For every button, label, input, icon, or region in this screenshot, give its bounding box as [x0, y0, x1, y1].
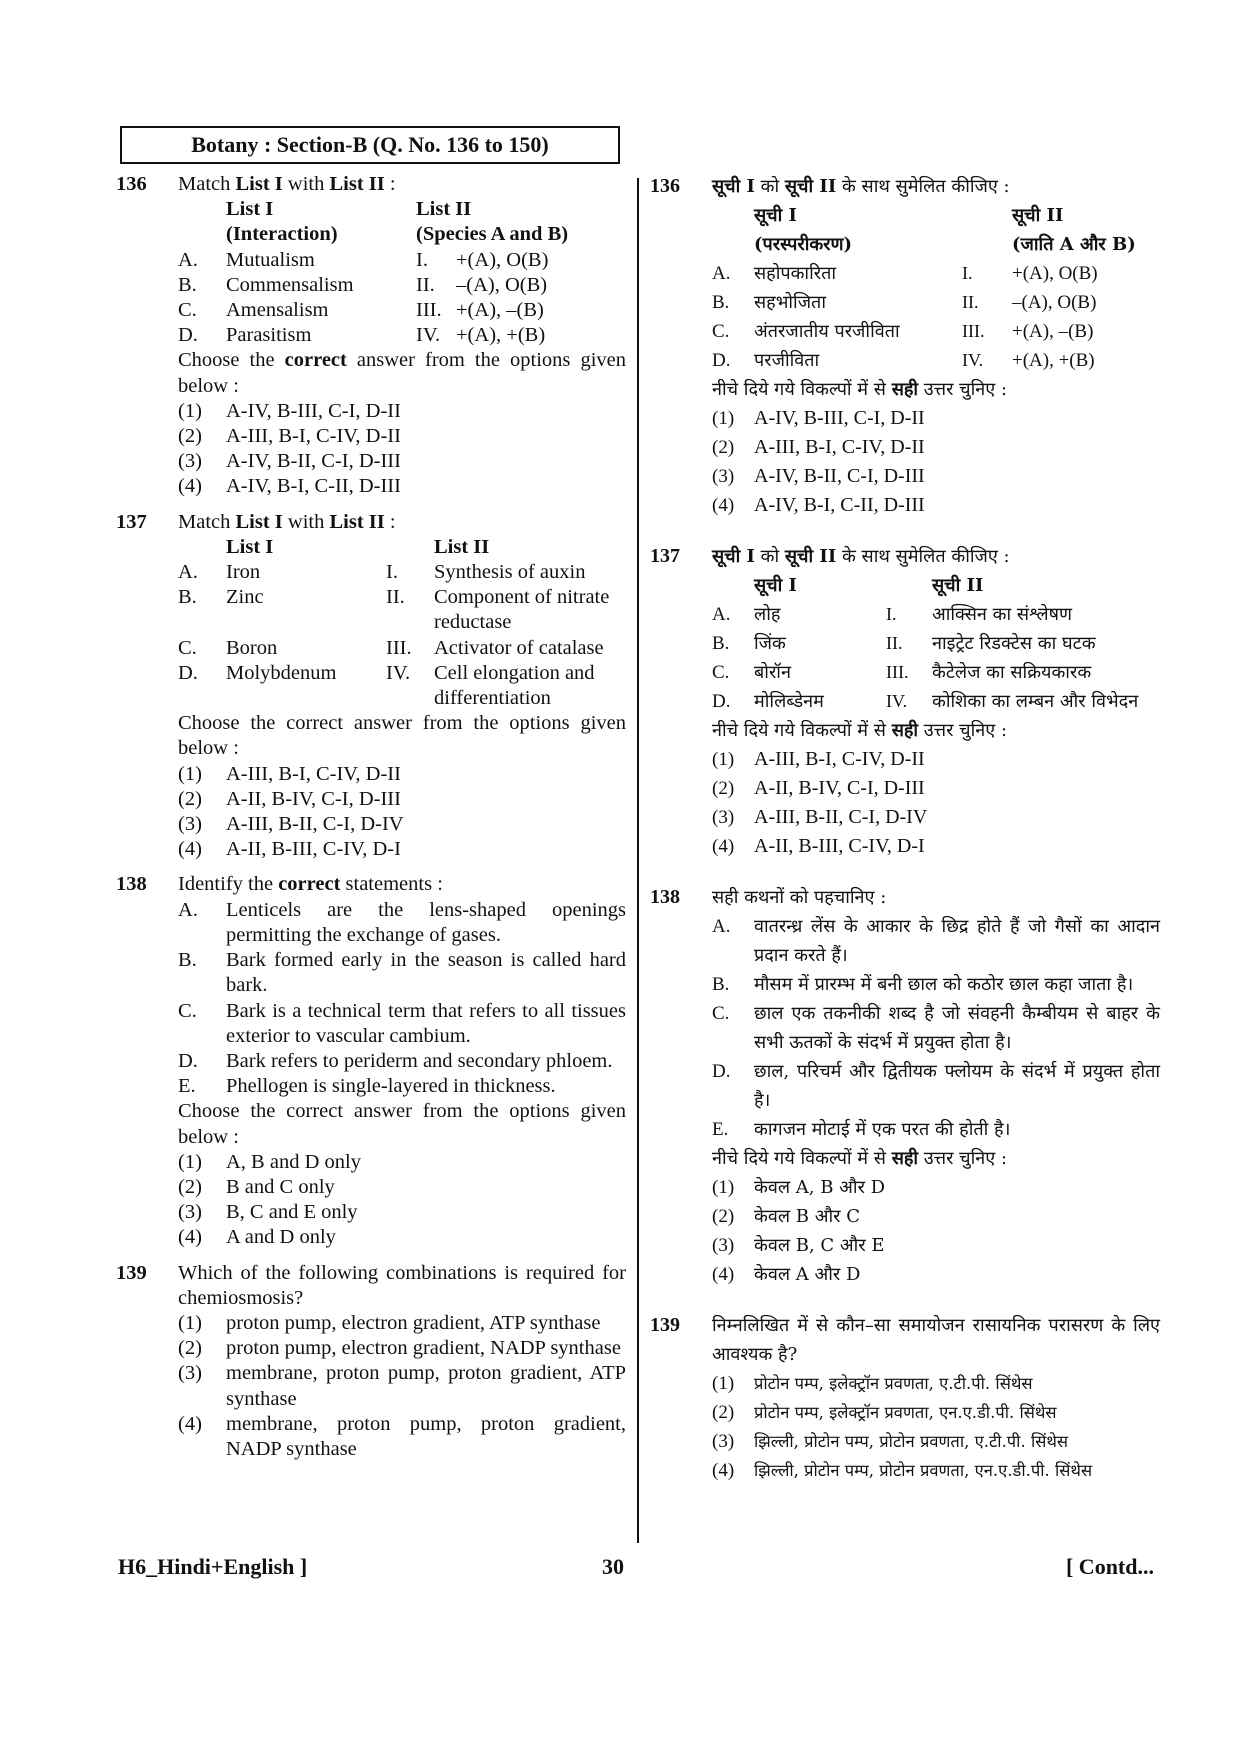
- stem-bold: सूची I: [712, 176, 755, 197]
- list-1-item: Amensalism: [226, 299, 329, 322]
- list-2-item: कैटेलेज का सक्रियकारक: [932, 662, 1092, 683]
- statement-d: [712, 1057, 1160, 1115]
- answer-option-1[interactable]: [178, 762, 626, 787]
- answer-option-1[interactable]: [712, 404, 1160, 433]
- question-number: 138: [650, 886, 680, 908]
- match-row: [178, 661, 626, 711]
- list-1-subheader: (Interaction): [226, 223, 338, 246]
- answer-option-1[interactable]: [712, 745, 1160, 774]
- list-2-header: List II: [434, 535, 490, 558]
- list-2-item: –(A), O(B): [456, 273, 548, 296]
- list-2-item: कोशिका का लम्बन और विभेदन: [932, 691, 1139, 712]
- statement-label: D.: [712, 1061, 731, 1082]
- match-row: [178, 298, 626, 323]
- match-row: [712, 687, 1160, 716]
- answer-option-4[interactable]: [712, 1260, 1160, 1289]
- question-stem: [178, 510, 626, 535]
- answer-option-2[interactable]: [712, 1398, 1160, 1427]
- stem-bold: List I: [235, 173, 283, 195]
- list-2-item: नाइट्रेट रिडक्टेस का घटक: [932, 633, 1096, 654]
- instruction-text: उत्तर चुनिए :: [918, 379, 1008, 400]
- question-138-en: [116, 872, 626, 1250]
- answer-option-3[interactable]: [178, 1361, 626, 1411]
- statement-c: [712, 999, 1160, 1057]
- list-2-number: IV.: [386, 661, 411, 684]
- answer-option-1[interactable]: [712, 1173, 1160, 1202]
- stem-bold: सूची I: [712, 546, 755, 567]
- option-number: (4): [178, 475, 202, 498]
- section-title: Botany : Section-B (Q. No. 136 to 150): [120, 126, 620, 164]
- list-1-item: अंतरजातीय परजीविता: [754, 321, 900, 342]
- option-text: A-II, B-IV, C-I, D-III: [754, 777, 925, 799]
- question-stem: निम्नलिखित में से कौन–सा समायोजन रासायनिक परासरण के लिए आवश्यक है?: [712, 1315, 1160, 1365]
- option-text: A-III, B-I, C-IV, D-II: [226, 762, 401, 785]
- option-text: A-IV, B-III, C-I, D-II: [226, 399, 401, 422]
- match-subheader: [178, 222, 626, 247]
- list-2-number: IV.: [962, 350, 984, 370]
- row-label: B.: [178, 273, 197, 296]
- list-2-item: Activator of catalase: [434, 636, 604, 659]
- instruction-text: answer from the options given below :: [178, 349, 626, 397]
- option-text: A-IV, B-II, C-I, D-III: [226, 450, 401, 473]
- list-2-item: Component of nitrate reductase: [434, 586, 610, 634]
- answer-option-1[interactable]: [712, 1369, 1160, 1398]
- list-2-number: I.: [416, 248, 428, 271]
- footer-contd: [ Contd...: [1065, 1554, 1154, 1579]
- answer-option-2[interactable]: [712, 1202, 1160, 1231]
- answer-option-1[interactable]: [178, 399, 626, 424]
- row-label: B.: [712, 633, 730, 654]
- instruction-text: नीचे दिये गये विकल्पों में से: [712, 1148, 892, 1169]
- stem-text: को: [754, 176, 785, 197]
- question-number: 136: [116, 173, 147, 195]
- option-number: (1): [712, 408, 735, 429]
- option-number: (3): [712, 1431, 735, 1452]
- row-label: C.: [712, 321, 730, 342]
- english-column: [116, 172, 626, 1462]
- statement-label: E.: [178, 1075, 196, 1098]
- row-label: B.: [712, 292, 730, 313]
- option-text: प्रोटोन पम्प, इलेक्ट्रॉन प्रवणता, एन.ए.डी.पी. सिंथेस: [754, 1403, 1057, 1422]
- question-136-en: [116, 172, 626, 500]
- answer-option-3[interactable]: [712, 1427, 1160, 1456]
- option-number: (1): [178, 1150, 202, 1173]
- match-header: [712, 201, 1160, 230]
- question-139-hi: [650, 1311, 1160, 1485]
- match-row: [178, 560, 626, 585]
- option-text: A-III, B-I, C-IV, D-II: [754, 748, 925, 770]
- row-label: D.: [178, 324, 198, 347]
- statement-label: D.: [178, 1049, 198, 1072]
- question-number: 139: [116, 1261, 147, 1284]
- list-2-number: II.: [886, 633, 903, 653]
- list-1-header: सूची I: [754, 575, 797, 596]
- footer-paper-code: H6_Hindi+English ]: [118, 1554, 308, 1579]
- statement-text: कागजन मोटाई में एक परत की होती है।: [754, 1119, 1011, 1140]
- option-text: A-IV, B-I, C-II, D-III: [754, 494, 925, 516]
- option-number: (2): [178, 425, 202, 448]
- instruction-bold: correct: [284, 349, 347, 372]
- option-text: A-IV, B-II, C-I, D-III: [754, 465, 925, 487]
- answer-option-3[interactable]: [712, 462, 1160, 491]
- list-1-item: Zinc: [226, 586, 264, 609]
- option-text: A-III, B-II, C-I, D-IV: [754, 806, 928, 828]
- answer-option-4[interactable]: [712, 1456, 1160, 1485]
- question-137-en: [116, 510, 626, 863]
- choose-instruction: Choose the correct answer from the options given below :: [178, 712, 626, 760]
- stem-bold: List II: [329, 173, 385, 195]
- row-label: C.: [178, 299, 197, 322]
- question-138-hi: [650, 883, 1160, 1289]
- list-2-item: +(A), –(B): [1012, 321, 1094, 342]
- list-1-item: बोरॉन: [754, 662, 791, 683]
- list-2-item: Synthesis of auxin: [434, 561, 586, 584]
- instruction-text: Choose the: [178, 349, 285, 372]
- list-2-header: सूची II: [932, 575, 984, 596]
- option-number: (1): [178, 399, 202, 422]
- option-number: (4): [712, 1460, 735, 1481]
- match-row: [712, 658, 1160, 687]
- row-label: A.: [178, 561, 198, 584]
- match-row: [712, 259, 1160, 288]
- statement-text: छाल एक तकनीकी शब्द है जो संवहनी कैम्बीयम से बाहर के सभी ऊतकों के संदर्भ में प्रयुक्त होता है।: [754, 1003, 1160, 1053]
- list-2-item: +(A), O(B): [1012, 263, 1098, 284]
- question-number: 138: [116, 873, 147, 896]
- statement-text: Lenticels are the lens-shaped openings permitting the exchange of gases.: [226, 898, 626, 946]
- question-stem: Which of the following combinations is required for chemiosmosis?: [178, 1261, 626, 1309]
- option-number: (2): [712, 1402, 735, 1423]
- answer-option-3[interactable]: [178, 449, 626, 474]
- answer-option-4[interactable]: [178, 1225, 626, 1250]
- match-row: [712, 317, 1160, 346]
- question-stem: [712, 172, 1160, 201]
- question-139-en: [116, 1261, 626, 1463]
- match-row: [712, 346, 1160, 375]
- option-number: (4): [178, 1412, 202, 1435]
- row-label: C.: [178, 636, 197, 659]
- list-2-item: +(A), +(B): [1012, 350, 1095, 371]
- stem-bold: List II: [329, 510, 385, 533]
- option-text: A-III, B-II, C-I, D-IV: [226, 813, 404, 836]
- statement-label: E.: [712, 1119, 729, 1140]
- answer-option-3[interactable]: [178, 812, 626, 837]
- option-number: (3): [178, 450, 202, 473]
- statement-text: वातरन्ध्र लेंस के आकार के छिद्र होते हैं जो गैसों का आदान प्रदान करते हैं।: [754, 916, 1160, 966]
- list-1-header: सूची I: [754, 205, 797, 226]
- answer-option-2[interactable]: [178, 424, 626, 449]
- statement-text: छाल, परिचर्म और द्वितीयक फ्लोयम के संदर्भ में प्रयुक्त होता है।: [754, 1061, 1160, 1111]
- option-text: केवल A, B और D: [754, 1177, 886, 1198]
- list-2-number: IV.: [886, 691, 908, 711]
- option-number: (4): [712, 836, 735, 857]
- stem-bold: सूची II: [784, 546, 837, 567]
- answer-option-2[interactable]: [178, 787, 626, 812]
- choose-instruction: [712, 375, 1160, 404]
- option-number: (2): [712, 1206, 735, 1227]
- answer-option-3[interactable]: [712, 803, 1160, 832]
- option-number: (2): [178, 1175, 202, 1198]
- match-row: [178, 585, 626, 635]
- hindi-column: [650, 172, 1160, 1485]
- list-2-number: III.: [962, 321, 985, 341]
- row-label: A.: [178, 248, 198, 271]
- match-row: [712, 629, 1160, 658]
- option-text: B and C only: [226, 1175, 335, 1198]
- answer-option-2[interactable]: [712, 774, 1160, 803]
- match-row: [178, 273, 626, 298]
- list-1-item: Commensalism: [226, 273, 354, 296]
- option-text: प्रोटोन पम्प, इलेक्ट्रॉन प्रवणता, ए.टी.पी. सिंथेस: [754, 1374, 1033, 1393]
- option-text: A, B and D only: [226, 1150, 361, 1173]
- list-1-item: Parasitism: [226, 324, 312, 347]
- option-text: membrane, proton pump, proton gradient, ATP synthase: [226, 1362, 626, 1410]
- option-text: B, C and E only: [226, 1201, 358, 1224]
- statement-text: Phellogen is single-layered in thickness.: [226, 1075, 556, 1098]
- list-2-number: I.: [386, 561, 398, 584]
- statement-e: [178, 1074, 626, 1099]
- option-number: (1): [712, 749, 735, 770]
- statement-d: [178, 1049, 626, 1074]
- option-number: (3): [178, 813, 202, 836]
- statement-text: Bark formed early in the season is called hard bark.: [226, 949, 626, 997]
- statement-b: [712, 970, 1160, 999]
- question-137-hi: [650, 542, 1160, 861]
- list-2-number: IV.: [416, 324, 441, 347]
- option-text: A-II, B-IV, C-I, D-III: [226, 787, 401, 810]
- stem-text: Match: [178, 510, 236, 533]
- option-text: A and D only: [226, 1226, 336, 1249]
- statement-label: B.: [712, 974, 730, 995]
- list-1-item: जिंक: [754, 633, 786, 654]
- choose-instruction: [712, 716, 1160, 745]
- row-label: D.: [178, 661, 198, 684]
- option-number: (4): [712, 495, 735, 516]
- list-1-header: List I: [226, 198, 274, 221]
- stem-bold: सूची II: [784, 176, 837, 197]
- answer-option-2[interactable]: [178, 1336, 626, 1361]
- statement-label: A.: [178, 898, 198, 921]
- stem-text: with: [282, 173, 330, 195]
- question-number: 139: [650, 1314, 680, 1336]
- list-1-item: सहोपकारिता: [754, 263, 837, 284]
- option-number: (4): [178, 838, 202, 861]
- option-text: केवल B और C: [754, 1206, 860, 1227]
- instruction-text: उत्तर चुनिए :: [918, 1148, 1008, 1169]
- statement-label: B.: [178, 949, 197, 972]
- statement-label: A.: [712, 916, 731, 937]
- statement-a: [178, 898, 626, 948]
- answer-option-2[interactable]: [178, 1175, 626, 1200]
- row-label: C.: [712, 662, 730, 683]
- stem-text: को: [754, 546, 785, 567]
- statement-label: C.: [712, 1003, 730, 1024]
- list-1-item: Iron: [226, 561, 261, 584]
- row-label: A.: [712, 604, 731, 625]
- option-number: (2): [712, 437, 735, 458]
- list-2-item: +(A), +(B): [456, 324, 546, 347]
- list-1-item: Molybdenum: [226, 661, 337, 684]
- question-number: 136: [650, 175, 680, 197]
- choose-instruction: Choose the correct answer from the options given below :: [178, 1100, 626, 1148]
- statement-text: Bark is a technical term that refers to all tissues exterior to vascular cambium.: [226, 999, 626, 1047]
- instruction-bold: सही: [891, 720, 919, 741]
- option-text: A-III, B-I, C-IV, D-II: [226, 425, 401, 448]
- list-2-number: II.: [386, 586, 405, 609]
- option-text: झिल्ली, प्रोटोन पम्प, प्रोटोन प्रवणता, एन.ए.डी.पी. सिंथेस: [754, 1461, 1093, 1480]
- option-text: membrane, proton pump, proton gradient, NADP synthase: [226, 1412, 626, 1460]
- stem-bold: List I: [235, 510, 283, 533]
- option-text: झिल्ली, प्रोटोन पम्प, प्रोटोन प्रवणता, ए.टी.पी. सिंथेस: [754, 1432, 1069, 1451]
- list-1-item: मोलिब्डेनम: [754, 691, 824, 712]
- answer-option-4[interactable]: [712, 832, 1160, 861]
- question-stem: सही कथनों को पहचानिए :: [712, 887, 887, 908]
- match-header: [178, 197, 626, 222]
- match-row: [712, 600, 1160, 629]
- answer-option-3[interactable]: [178, 1200, 626, 1225]
- list-1-item: परजीविता: [754, 350, 820, 371]
- option-number: (4): [178, 1226, 202, 1249]
- answer-option-4[interactable]: [178, 1412, 626, 1462]
- list-1-item: Boron: [226, 636, 278, 659]
- match-row: [178, 636, 626, 661]
- option-number: (4): [712, 1264, 735, 1285]
- list-2-number: I.: [886, 604, 897, 624]
- stem-text: के साथ सुमेलित कीजिए :: [836, 546, 1010, 567]
- list-1-subheader: (परस्परीकरण): [754, 234, 853, 255]
- list-2-number: III.: [886, 662, 909, 682]
- stem-text: Match: [178, 173, 236, 195]
- option-text: proton pump, electron gradient, ATP synthase: [226, 1311, 601, 1334]
- stem-text: :: [384, 510, 396, 533]
- option-number: (3): [712, 1235, 735, 1256]
- statement-a: [712, 912, 1160, 970]
- list-2-item: +(A), –(B): [456, 299, 544, 322]
- match-row: [178, 248, 626, 273]
- instruction-text: नीचे दिये गये विकल्पों में से: [712, 379, 892, 400]
- statement-c: [178, 999, 626, 1049]
- option-text: केवल B, C और E: [754, 1235, 885, 1256]
- list-2-number: II.: [962, 292, 979, 312]
- stem-text: statements :: [340, 873, 443, 896]
- answer-option-1[interactable]: [178, 1150, 626, 1175]
- option-number: (2): [178, 1337, 202, 1360]
- option-text: केवल A और D: [754, 1264, 861, 1285]
- option-text: A-IV, B-III, C-I, D-II: [754, 407, 925, 429]
- statement-b: [178, 948, 626, 998]
- question-number: 137: [116, 510, 147, 533]
- option-text: A-IV, B-I, C-II, D-III: [226, 475, 401, 498]
- stem-bold: correct: [278, 873, 341, 896]
- stem-text: :: [384, 173, 396, 195]
- instruction-text: उत्तर चुनिए :: [918, 720, 1008, 741]
- option-number: (1): [712, 1177, 735, 1198]
- option-number: (3): [712, 807, 735, 828]
- row-label: D.: [712, 350, 731, 371]
- answer-option-4[interactable]: [178, 837, 626, 862]
- row-label: B.: [178, 586, 197, 609]
- option-text: proton pump, electron gradient, NADP synthase: [226, 1337, 621, 1360]
- list-2-number: III.: [386, 636, 412, 659]
- option-text: A-II, B-III, C-IV, D-I: [754, 835, 925, 857]
- answer-option-3[interactable]: [712, 1231, 1160, 1260]
- list-2-item: –(A), O(B): [1012, 292, 1097, 313]
- answer-option-2[interactable]: [712, 433, 1160, 462]
- list-1-item: Mutualism: [226, 248, 315, 271]
- question-136-hi: [650, 172, 1160, 520]
- list-2-item: आक्सिन का संश्लेषण: [932, 604, 1073, 625]
- question-stem: [712, 542, 1160, 571]
- list-2-number: III.: [416, 299, 442, 322]
- question-number: 137: [650, 545, 680, 567]
- answer-option-4[interactable]: [178, 474, 626, 499]
- statement-text: Bark refers to periderm and secondary phloem.: [226, 1049, 613, 1072]
- option-number: (2): [178, 787, 202, 810]
- statement-text: मौसम में प्रारम्भ में बनी छाल को कठोर छाल कहा जाता है।: [754, 974, 1134, 995]
- option-text: A-II, B-III, C-IV, D-I: [226, 838, 401, 861]
- list-1-header: List I: [226, 535, 274, 558]
- statement-label: C.: [178, 999, 197, 1022]
- option-number: (3): [712, 466, 735, 487]
- option-number: (1): [178, 1311, 202, 1334]
- option-text: A-III, B-I, C-IV, D-II: [754, 436, 925, 458]
- list-1-item: लोह: [754, 604, 781, 625]
- match-header: [712, 571, 1160, 600]
- statement-e: [712, 1115, 1160, 1144]
- list-2-item: +(A), O(B): [456, 248, 549, 271]
- choose-instruction: [178, 348, 626, 398]
- list-1-item: सहभोजिता: [754, 292, 826, 313]
- row-label: A.: [712, 263, 731, 284]
- list-2-subheader: (जाति A और B): [1012, 234, 1136, 255]
- row-label: D.: [712, 691, 731, 712]
- column-divider: [637, 178, 639, 1543]
- page-number: 30: [602, 1554, 624, 1579]
- list-2-header: सूची II: [1012, 205, 1064, 226]
- match-subheader: [712, 230, 1160, 259]
- question-stem: [178, 872, 626, 897]
- choose-instruction: [712, 1144, 1160, 1173]
- stem-text: के साथ सुमेलित कीजिए :: [836, 176, 1010, 197]
- option-number: (3): [178, 1201, 202, 1224]
- option-number: (3): [178, 1362, 202, 1385]
- match-row: [178, 323, 626, 348]
- list-2-item: Cell elongation and differentiation: [434, 661, 595, 710]
- option-number: (2): [712, 778, 735, 799]
- instruction-text: नीचे दिये गये विकल्पों में से: [712, 720, 892, 741]
- answer-option-1[interactable]: [178, 1311, 626, 1336]
- option-number: (1): [712, 1373, 735, 1394]
- answer-option-4[interactable]: [712, 491, 1160, 520]
- list-2-header: List II: [416, 198, 472, 221]
- list-2-number: II.: [416, 273, 435, 296]
- list-2-number: I.: [962, 263, 973, 283]
- instruction-bold: सही: [891, 1148, 919, 1169]
- instruction-bold: सही: [891, 379, 919, 400]
- stem-text: Identify the: [178, 873, 279, 896]
- option-number: (1): [178, 762, 202, 785]
- stem-text: with: [282, 510, 330, 533]
- question-stem: [178, 172, 626, 197]
- match-row: [712, 288, 1160, 317]
- match-header: [178, 535, 626, 560]
- list-2-subheader: (Species A and B): [416, 223, 569, 246]
